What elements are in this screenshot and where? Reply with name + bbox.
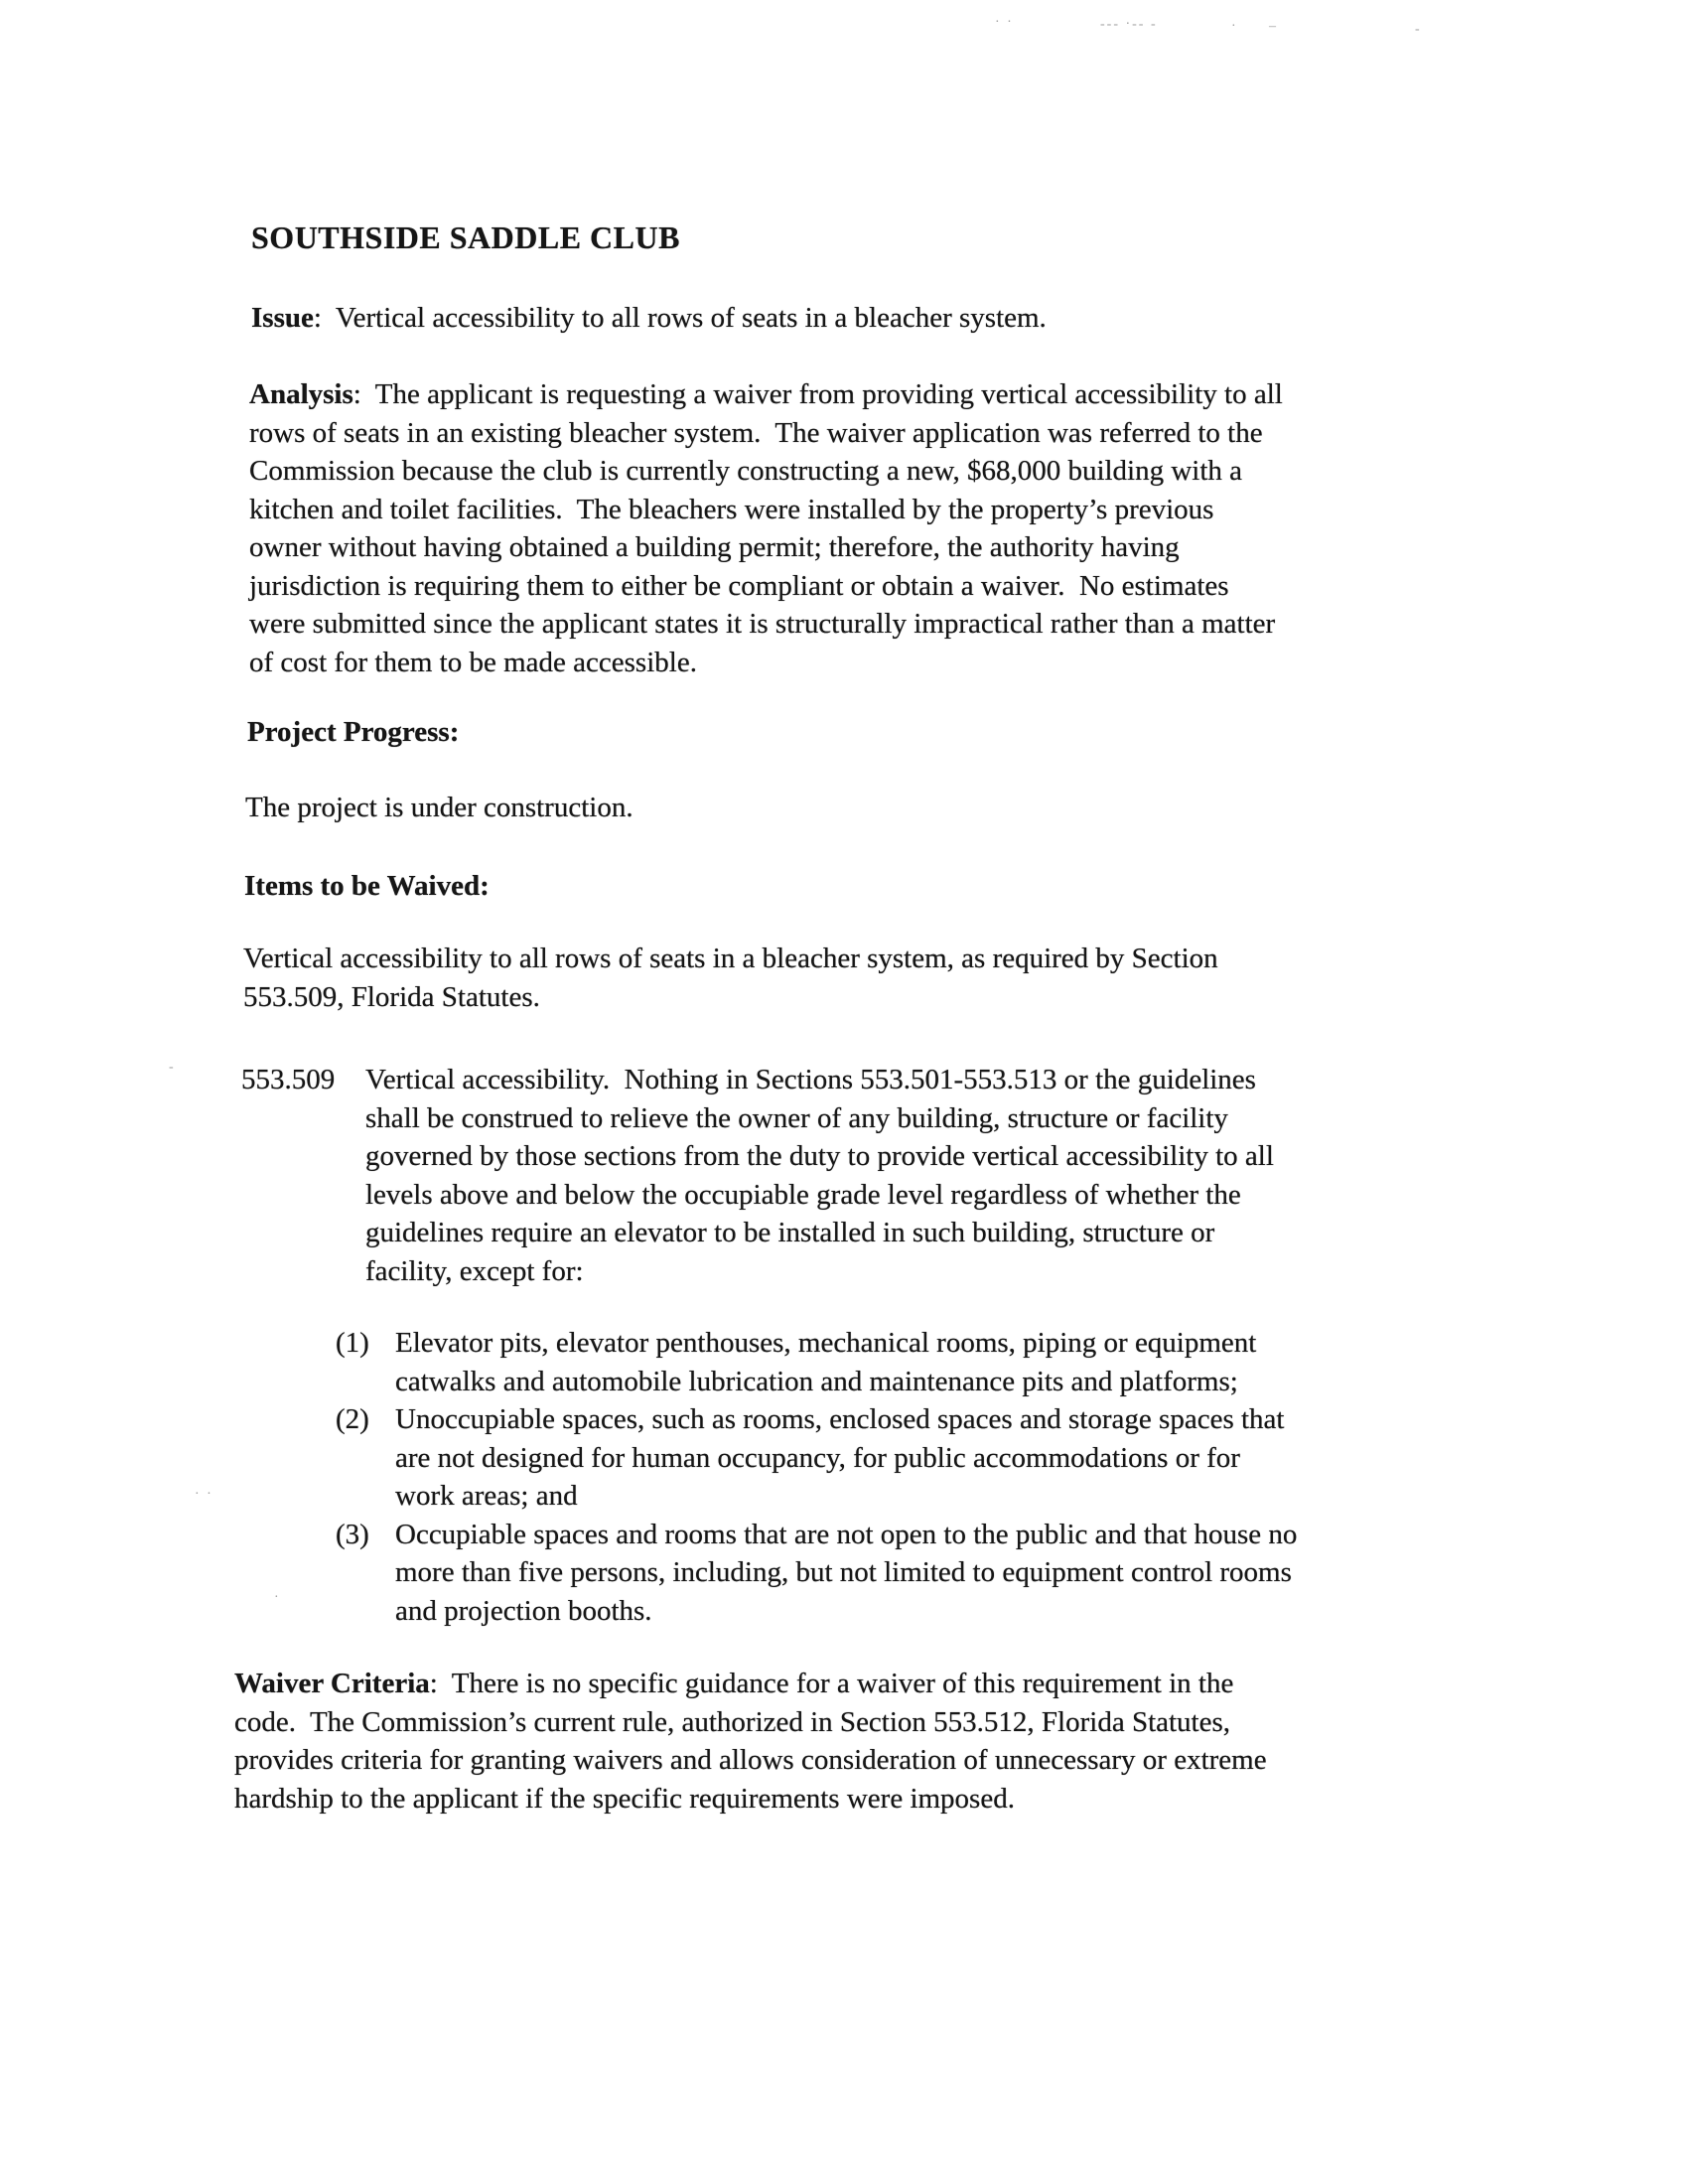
project-progress-body	[245, 789, 633, 827]
items-to-be-waived-body	[243, 940, 1218, 1016]
statute-number: 553.509	[241, 1064, 336, 1095]
analysis-line	[249, 375, 1283, 414]
scan-artifact: --- ·-- -	[1100, 17, 1158, 32]
statute-exceptions-list	[336, 1324, 1297, 1630]
exception-item-1	[336, 1324, 1297, 1400]
analysis-line: kitchen and toilet facilities. The bleachers were installed by the property’s previous	[249, 493, 1214, 525]
exception-text	[395, 1400, 1297, 1516]
scan-artifact: · ·	[995, 15, 1014, 30]
exception-line: Unoccupiable spaces, such as rooms, enclosed spaces and storage spaces that	[395, 1403, 1285, 1435]
statute-line: guidelines require an elevator to be installed in such building, structure or	[365, 1217, 1215, 1248]
statute-line: shall be construed to relieve the owner of any building, structure or facility	[365, 1101, 1228, 1134]
scan-artifact: ·	[274, 1590, 281, 1605]
exception-line: more than five persons, including, but not limited to equipment control rooms	[395, 1556, 1292, 1588]
analysis-line: jurisdiction is requiring them to either be compliant or obtain a waiver. No estimates	[249, 569, 1229, 602]
exception-marker: (2)	[336, 1403, 369, 1435]
analysis-line: were submitted since the applicant states it is structurally impractical rather than a matter	[249, 608, 1276, 640]
analysis-line: Commission because the club is currently constructing a new, $68,000 building with a	[249, 455, 1243, 487]
waiver-criteria-label: Waiver Criteria	[234, 1668, 430, 1699]
items-line: 553.509, Florida Statutes.	[243, 980, 540, 1013]
project-progress-line: The project is under construction.	[245, 792, 633, 823]
analysis-text: : The applicant is requesting a waiver from providing vertical accessibility to all	[352, 378, 1283, 410]
analysis-line: of cost for them to be made accessible.	[249, 646, 697, 678]
scan-artifact: -	[1415, 22, 1422, 37]
exception-text	[395, 1324, 1297, 1400]
waiver-criteria-line	[234, 1665, 1267, 1703]
exception-marker: (3)	[336, 1518, 369, 1550]
scan-artifact: ·	[1231, 19, 1238, 34]
exception-text	[395, 1516, 1297, 1631]
waiver-criteria-line: provides criteria for granting waivers and allows consideration of unnecessary or extreme	[234, 1744, 1267, 1776]
project-progress-heading: Project Progress:	[247, 716, 460, 748]
scan-artifact: · ·	[195, 1487, 213, 1502]
statute-paragraph	[241, 1061, 1274, 1290]
exception-line: Elevator pits, elevator penthouses, mechanical rooms, piping or equipment	[395, 1327, 1257, 1359]
exception-marker: (1)	[336, 1327, 369, 1359]
issue-line	[251, 299, 1047, 338]
statute-line: Vertical accessibility. Nothing in Sections 553.501-553.513 or the guidelines	[365, 1064, 1256, 1095]
exception-item-3	[336, 1516, 1297, 1631]
statute-line: levels above and below the occupiable grade level regardless of whether the	[365, 1178, 1241, 1211]
issue-label: Issue	[251, 302, 314, 334]
analysis-label: Analysis	[249, 378, 353, 410]
exception-line: and projection booths.	[395, 1594, 652, 1627]
document-title: SOUTHSIDE SADDLE CLUB	[251, 219, 680, 255]
issue-paragraph	[251, 299, 1047, 338]
analysis-paragraph	[249, 375, 1283, 681]
exception-line: catwalks and automobile lubrication and maintenance pits and platforms;	[395, 1365, 1238, 1397]
exception-item-2	[336, 1400, 1297, 1516]
items-line: Vertical accessibility to all rows of seats in a bleacher system, as required by Section	[243, 943, 1218, 974]
exception-line: work areas; and	[395, 1480, 578, 1512]
items-to-be-waived-heading: Items to be Waived:	[244, 870, 490, 902]
issue-text: : Vertical accessibility to all rows of seats in a bleacher system.	[313, 302, 1047, 334]
scan-artifact: -	[169, 1060, 176, 1075]
statute-text	[365, 1061, 1274, 1290]
waiver-criteria-line: code. The Commission’s current rule, authorized in Section 553.512, Florida Statutes,	[234, 1705, 1231, 1738]
exception-line: are not designed for human occupancy, for public accommodations or for	[395, 1441, 1240, 1474]
statute-line: facility, except for:	[365, 1254, 584, 1287]
waiver-criteria-text: : There is no specific guidance for a waiver of this requirement in the	[429, 1668, 1234, 1699]
exception-line: Occupiable spaces and rooms that are not open to the public and that house no	[395, 1518, 1298, 1550]
waiver-criteria-line: hardship to the applicant if the specific requirements were imposed.	[234, 1782, 1015, 1815]
scan-artifact: –	[1269, 19, 1278, 34]
waiver-criteria-paragraph	[234, 1665, 1267, 1818]
analysis-line: owner without having obtained a building permit; therefore, the authority having	[249, 531, 1180, 563]
statute-line: governed by those sections from the duty to provide vertical accessibility to all	[365, 1140, 1274, 1172]
analysis-line: rows of seats in an existing bleacher system. The waiver application was referred to the	[249, 416, 1263, 449]
